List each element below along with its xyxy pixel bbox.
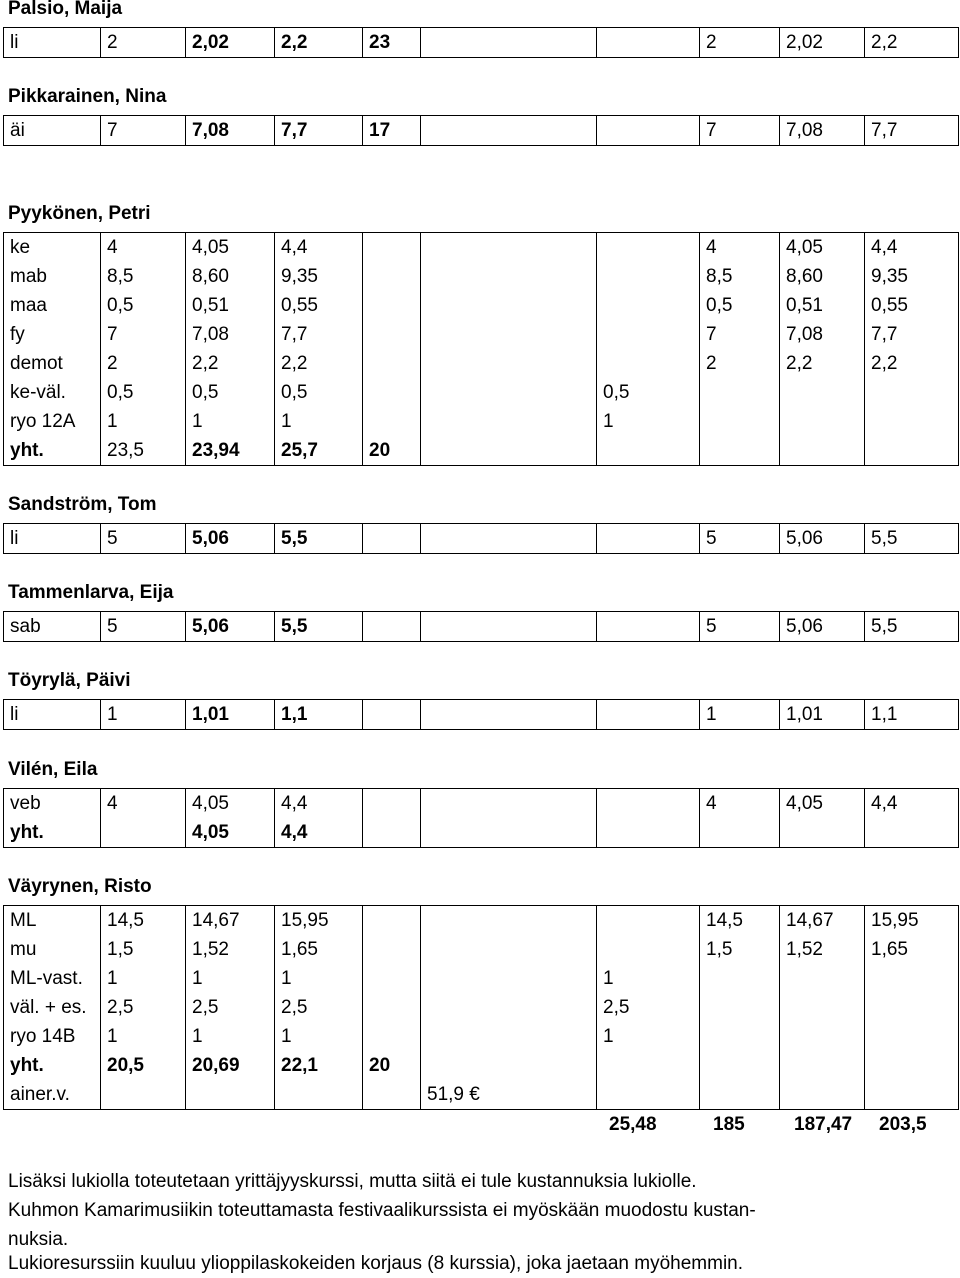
value-cell: 0,51 (186, 291, 275, 320)
value-cell: 15,95 (275, 906, 363, 936)
value-cell: 2,2 (186, 349, 275, 378)
course-table (3, 27, 959, 58)
value-cell (421, 407, 597, 436)
subject-cell: yht. (4, 818, 101, 848)
note-text: Lisäksi lukiolla toteutetaan yrittäjyyskurssi, mutta siitä ei tule kustannuksia lukiolle. (8, 1171, 697, 1192)
value-cell (363, 407, 421, 436)
value-cell (363, 935, 421, 964)
value-cell (101, 818, 186, 848)
value-cell: 1,52 (780, 935, 865, 964)
value-cell (865, 1080, 959, 1110)
value-cell (780, 378, 865, 407)
value-cell: 1,1 (865, 700, 959, 730)
value-cell: 1 (101, 407, 186, 436)
value-cell: 25,7 (275, 436, 363, 466)
table-row (4, 436, 959, 466)
value-cell: 0,5 (597, 378, 700, 407)
value-cell: 20,5 (101, 1051, 186, 1080)
value-cell: 23,5 (101, 436, 186, 466)
value-cell: 1 (597, 1022, 700, 1051)
table-row (4, 262, 959, 291)
course-table (3, 115, 959, 146)
table-row (4, 964, 959, 993)
value-cell: 5,06 (186, 524, 275, 554)
value-cell (597, 1080, 700, 1110)
value-cell: 1,01 (186, 700, 275, 730)
value-cell (421, 436, 597, 466)
grand-total: 187,47 (794, 1114, 853, 1135)
value-cell: 7 (101, 320, 186, 349)
value-cell (363, 993, 421, 1022)
value-cell: 0,5 (186, 378, 275, 407)
value-cell: 1 (597, 964, 700, 993)
value-cell: 2 (101, 349, 186, 378)
value-cell: 4 (700, 233, 780, 263)
value-cell (700, 1051, 780, 1080)
value-cell: 0,5 (275, 378, 363, 407)
table-row (4, 818, 959, 848)
value-cell (597, 291, 700, 320)
value-cell: 2 (700, 28, 780, 58)
value-cell: 22,1 (275, 1051, 363, 1080)
value-cell: 5 (101, 524, 186, 554)
value-cell: 14,67 (186, 906, 275, 936)
value-cell (597, 700, 700, 730)
value-cell: 1,65 (865, 935, 959, 964)
value-cell (421, 349, 597, 378)
subject-cell: ke-väl. (4, 378, 101, 407)
value-cell: 0,5 (101, 291, 186, 320)
teacher-name: Väyrynen, Risto (8, 876, 152, 897)
value-cell (421, 993, 597, 1022)
table-row (4, 524, 959, 554)
value-cell (421, 789, 597, 819)
value-cell (597, 1051, 700, 1080)
value-cell: 4,05 (780, 789, 865, 819)
value-cell (421, 28, 597, 58)
value-cell (421, 378, 597, 407)
value-cell (597, 320, 700, 349)
note-text: Lukioresurssiin kuuluu ylioppilaskokeiden korjaus (8 kurssia), joka jaetaan myöhemmin. (8, 1253, 744, 1274)
value-cell: 2 (101, 28, 186, 58)
value-cell: 7,7 (275, 320, 363, 349)
value-cell: 4,05 (780, 233, 865, 263)
value-cell (865, 407, 959, 436)
value-cell (597, 233, 700, 263)
value-cell (865, 436, 959, 466)
value-cell: 2,2 (865, 28, 959, 58)
subject-cell: fy (4, 320, 101, 349)
subject-cell: mu (4, 935, 101, 964)
value-cell (865, 818, 959, 848)
value-cell: 1 (275, 407, 363, 436)
value-cell: 1,52 (186, 935, 275, 964)
value-cell: 7,7 (865, 320, 959, 349)
course-table (3, 232, 959, 466)
value-cell (363, 262, 421, 291)
value-cell: 8,5 (700, 262, 780, 291)
value-cell (363, 349, 421, 378)
value-cell: 4,4 (275, 233, 363, 263)
value-cell: 7,7 (865, 116, 959, 146)
value-cell: 4,05 (186, 818, 275, 848)
table-row (4, 906, 959, 936)
subject-cell: ryo 12A (4, 407, 101, 436)
value-cell (597, 906, 700, 936)
value-cell: 1 (275, 1022, 363, 1051)
value-cell: 5,06 (780, 524, 865, 554)
subject-cell: mab (4, 262, 101, 291)
teacher-name: Töyrylä, Päivi (8, 670, 131, 691)
subject-cell: ML-vast. (4, 964, 101, 993)
value-cell: 51,9 € (421, 1080, 597, 1110)
value-cell: 0,51 (780, 291, 865, 320)
value-cell (597, 28, 700, 58)
subject-cell: li (4, 524, 101, 554)
table-row (4, 291, 959, 320)
value-cell: 4 (700, 789, 780, 819)
value-cell (780, 1080, 865, 1110)
value-cell (700, 964, 780, 993)
value-cell (700, 1080, 780, 1110)
value-cell (597, 116, 700, 146)
value-cell (275, 1080, 363, 1110)
value-cell (597, 262, 700, 291)
value-cell: 5,5 (865, 524, 959, 554)
table-row (4, 378, 959, 407)
value-cell (421, 524, 597, 554)
value-cell: 1,01 (780, 700, 865, 730)
value-cell (780, 993, 865, 1022)
value-cell: 9,35 (865, 262, 959, 291)
value-cell: 4,05 (186, 789, 275, 819)
value-cell (421, 700, 597, 730)
value-cell (363, 818, 421, 848)
teacher-name: Pikkarainen, Nina (8, 86, 167, 107)
value-cell (421, 935, 597, 964)
value-cell: 5 (700, 524, 780, 554)
value-cell (700, 993, 780, 1022)
subject-cell: demot (4, 349, 101, 378)
value-cell: 7 (101, 116, 186, 146)
course-table (3, 699, 959, 730)
value-cell (597, 612, 700, 642)
value-cell (865, 993, 959, 1022)
value-cell (363, 291, 421, 320)
table-row (4, 789, 959, 819)
value-cell (700, 407, 780, 436)
value-cell: 1 (101, 1022, 186, 1051)
subject-cell: maa (4, 291, 101, 320)
value-cell (780, 1051, 865, 1080)
value-cell (421, 116, 597, 146)
value-cell: 14,67 (780, 906, 865, 936)
value-cell: 2,5 (186, 993, 275, 1022)
value-cell: 2,2 (275, 349, 363, 378)
value-cell (421, 612, 597, 642)
value-cell (421, 320, 597, 349)
value-cell: 8,5 (101, 262, 186, 291)
value-cell: 5 (101, 612, 186, 642)
value-cell: 5 (700, 612, 780, 642)
value-cell: 20,69 (186, 1051, 275, 1080)
value-cell: 0,55 (275, 291, 363, 320)
value-cell (421, 964, 597, 993)
value-cell (363, 964, 421, 993)
value-cell (865, 378, 959, 407)
table-row (4, 935, 959, 964)
value-cell (780, 436, 865, 466)
value-cell: 0,5 (700, 291, 780, 320)
value-cell: 5,5 (275, 524, 363, 554)
table-row (4, 320, 959, 349)
subject-cell: äi (4, 116, 101, 146)
value-cell (363, 700, 421, 730)
subject-cell: ML (4, 906, 101, 936)
value-cell (865, 1022, 959, 1051)
table-row (4, 233, 959, 263)
value-cell: 1,65 (275, 935, 363, 964)
subject-cell: ke (4, 233, 101, 263)
note-text: Kuhmon Kamarimusiikin toteuttamasta festivaalikurssista ei myöskään muodostu kustan-nuksia. (8, 1200, 756, 1250)
value-cell: 1 (186, 964, 275, 993)
value-cell: 4 (101, 233, 186, 263)
value-cell: 1 (597, 407, 700, 436)
value-cell (597, 935, 700, 964)
grand-total: 25,48 (609, 1114, 657, 1135)
value-cell (780, 964, 865, 993)
value-cell: 15,95 (865, 906, 959, 936)
value-cell: 1 (186, 407, 275, 436)
value-cell: 23,94 (186, 436, 275, 466)
grand-total: 203,5 (879, 1114, 927, 1135)
value-cell: 2,2 (275, 28, 363, 58)
value-cell: 0,55 (865, 291, 959, 320)
value-cell (363, 906, 421, 936)
value-cell: 2,02 (780, 28, 865, 58)
value-cell (363, 1080, 421, 1110)
course-table (3, 788, 959, 848)
value-cell: 1,1 (275, 700, 363, 730)
teacher-name: Palsio, Maija (8, 0, 123, 19)
value-cell: 2,5 (275, 993, 363, 1022)
teacher-name: Pyykönen, Petri (8, 203, 151, 224)
teacher-name: Tammenlarva, Eija (8, 582, 174, 603)
value-cell (865, 1051, 959, 1080)
table-row (4, 1051, 959, 1080)
table-row (4, 407, 959, 436)
value-cell (363, 1022, 421, 1051)
value-cell (780, 407, 865, 436)
value-cell: 2,5 (597, 993, 700, 1022)
subject-cell: sab (4, 612, 101, 642)
value-cell (421, 291, 597, 320)
table-row (4, 1080, 959, 1110)
value-cell (597, 436, 700, 466)
table-row (4, 993, 959, 1022)
value-cell: 20 (363, 436, 421, 466)
teacher-name: Sandström, Tom (8, 494, 157, 515)
grand-total: 185 (713, 1114, 745, 1135)
value-cell: 8,60 (186, 262, 275, 291)
value-cell: 2,2 (865, 349, 959, 378)
value-cell: 1 (186, 1022, 275, 1051)
value-cell: 14,5 (700, 906, 780, 936)
value-cell: 5,06 (186, 612, 275, 642)
value-cell (363, 524, 421, 554)
teacher-name: Vilén, Eila (8, 759, 98, 780)
course-table (3, 905, 959, 1110)
value-cell (700, 436, 780, 466)
value-cell: 4,4 (275, 789, 363, 819)
value-cell: 7,7 (275, 116, 363, 146)
value-cell: 1 (101, 964, 186, 993)
value-cell (597, 789, 700, 819)
subject-cell: ryo 14B (4, 1022, 101, 1051)
value-cell (700, 1022, 780, 1051)
value-cell (363, 320, 421, 349)
value-cell: 1 (700, 700, 780, 730)
value-cell: 1,5 (101, 935, 186, 964)
value-cell (363, 233, 421, 263)
value-cell: 4,4 (865, 789, 959, 819)
value-cell: 2,02 (186, 28, 275, 58)
value-cell (421, 1022, 597, 1051)
value-cell: 1 (275, 964, 363, 993)
value-cell (363, 789, 421, 819)
value-cell (700, 378, 780, 407)
value-cell: 4,05 (186, 233, 275, 263)
table-row (4, 116, 959, 146)
table-row (4, 612, 959, 642)
value-cell (186, 1080, 275, 1110)
value-cell: 7,08 (780, 116, 865, 146)
value-cell: 7 (700, 116, 780, 146)
value-cell (597, 818, 700, 848)
value-cell: 2 (700, 349, 780, 378)
value-cell: 4,4 (275, 818, 363, 848)
value-cell: 4 (101, 789, 186, 819)
value-cell: 23 (363, 28, 421, 58)
value-cell (780, 818, 865, 848)
value-cell (421, 818, 597, 848)
value-cell: 9,35 (275, 262, 363, 291)
value-cell: 2,2 (780, 349, 865, 378)
value-cell (597, 524, 700, 554)
value-cell: 20 (363, 1051, 421, 1080)
subject-cell: yht. (4, 436, 101, 466)
value-cell: 17 (363, 116, 421, 146)
value-cell: 7 (700, 320, 780, 349)
course-table (3, 611, 959, 642)
course-table (3, 523, 959, 554)
value-cell: 2,5 (101, 993, 186, 1022)
value-cell: 5,06 (780, 612, 865, 642)
value-cell (101, 1080, 186, 1110)
value-cell (363, 378, 421, 407)
subject-cell: li (4, 28, 101, 58)
value-cell: 14,5 (101, 906, 186, 936)
subject-cell: li (4, 700, 101, 730)
subject-cell: väl. + es. (4, 993, 101, 1022)
value-cell (421, 1051, 597, 1080)
value-cell: 7,08 (186, 116, 275, 146)
value-cell (421, 233, 597, 263)
value-cell: 7,08 (780, 320, 865, 349)
value-cell (421, 906, 597, 936)
value-cell (363, 612, 421, 642)
value-cell: 1 (101, 700, 186, 730)
table-row (4, 28, 959, 58)
value-cell: 5,5 (865, 612, 959, 642)
value-cell (865, 964, 959, 993)
value-cell: 8,60 (780, 262, 865, 291)
value-cell: 5,5 (275, 612, 363, 642)
value-cell: 4,4 (865, 233, 959, 263)
value-cell (597, 349, 700, 378)
subject-cell: ainer.v. (4, 1080, 101, 1110)
value-cell (780, 1022, 865, 1051)
table-row (4, 1022, 959, 1051)
table-row (4, 700, 959, 730)
value-cell: 7,08 (186, 320, 275, 349)
value-cell: 1,5 (700, 935, 780, 964)
value-cell (700, 818, 780, 848)
subject-cell: veb (4, 789, 101, 819)
value-cell: 0,5 (101, 378, 186, 407)
value-cell (421, 262, 597, 291)
subject-cell: yht. (4, 1051, 101, 1080)
table-row (4, 349, 959, 378)
